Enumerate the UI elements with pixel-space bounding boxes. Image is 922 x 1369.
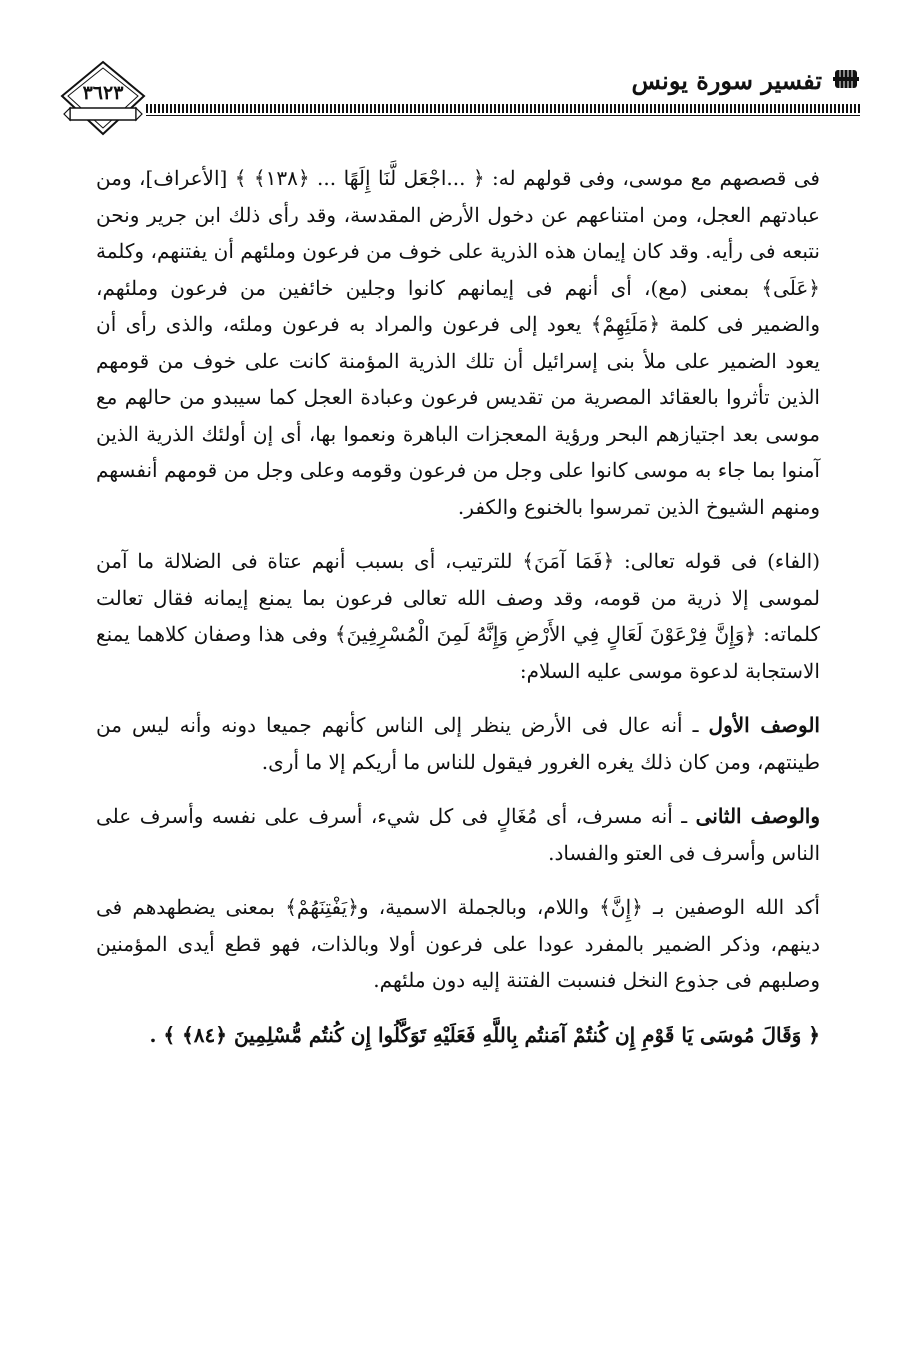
surah-title: تفسير سورة يونس: [631, 66, 822, 95]
book-ornament-icon: [832, 66, 860, 92]
second-description-text: ـ أنه مسرف، أى مُغَالٍ فى كل شيء، أسرف على نفسه وأسرف على الناس وأسرف فى العتو والفساد.: [96, 804, 820, 865]
first-description-heading: الوصف الأول: [708, 713, 820, 737]
page-content: [96, 160, 820, 1071]
paragraph-5: أكد الله الوصفين بـ ﴿إِنَّ﴾ واللام، وبالجملة الاسمية، و﴿يَفْتِنَهُمْ﴾ بمعنى يضطهدهم فى دينهم، وذكر الضمير بالمفرد عودا على فرعون أولا وبالذات، فهو قطع أيدى المؤمنين وصلبهم فى جذوع النخل فنسبت الفتنة إليه دون ملئهم.: [96, 895, 820, 992]
quran-verse-84: ﴿ وَقَالَ مُوسَى يَا قَوْمِ إِن كُنتُمْ آمَنتُم بِاللَّهِ فَعَلَيْهِ تَوَكَّلُوا إِن كُنتُم مُّسْلِمِينَ ﴿٨٤﴾ ﴾ .: [149, 1022, 820, 1047]
paragraph-4: [96, 798, 820, 871]
page-header: [60, 52, 860, 142]
paragraph-3: [96, 707, 820, 780]
paragraph-2: (الفاء) فى قوله تعالى: ﴿فَمَا آمَنَ﴾ للترتيب، أى بسبب أنهم عتاة فى الضلالة ما آمن لموسى إلا ذرية من قومه، وقد وصف الله تعالى فرعون بما يمنع إيمانه فقال تعالت كلماته: ﴿وَإِنَّ فِرْعَوْنَ لَعَالٍ فِي الأَرْضِ وَإِنَّهُ لَمِنَ الْمُسْرِفِينَ﴾ وفى هذا وصفان كلاهما يمنع الاستجابة لدعوة موسى عليه السلام:: [96, 549, 820, 683]
first-description-text: ـ أنه عال فى الأرض ينظر إلى الناس كأنهم جميعا دونه وأنه ليس من طينتهم، ومن كان ذلك يغره الغرور فيقول للناس ما أريكم إلا ما أرى.: [96, 713, 820, 774]
paragraph-1: فى قصصهم مع موسى، وفى قولهم له: ﴿ ...اجْعَل لَّنَا إِلَهًا ... ﴿١٣٨﴾ ﴾ [الأعراف]، ومن عبادتهم العجل، ومن امتناعهم عن دخول الأرض المقدسة، وقد رأى ذلك ابن جرير ونحن نتبعه فى رأيه. وقد كان إيمان هذه الذرية على خوف من فرعون وملئهم أن يفتنهم، وكلمة ﴿عَلَى﴾ بمعنى (مع)، أى أنهم فى إيمانهم كانوا وجلين خائفين من فرعون وملئهم، والضمير فى كلمة ﴿مَلَئِهِمْ﴾ يعود إلى فرعون والمراد به فرعون وملئه، والذى رأى أن يعود الضمير على ملأ بنى إسرائيل أن تلك الذرية المؤمنة كانت على خوف من قومهم الذين تأثروا بالعقائد المصرية من تقديس فرعون وعبادة العجل كما سيبدو من حالهم مع موسى بعد اجتيازهم البحر ورؤية المعجزات الباهرة ونعموا بها، أى إن أولئك الذرية الذين آمنوا بما جاء به موسى كانوا على وجل من فرعون وقومه وعلى وجل من قومهم أنفسهم ومنهم الشيوخ الذين تمرسوا بالخنوع والكفر.: [96, 166, 820, 519]
page-number-badge: [60, 60, 146, 136]
page-number: ٣٦٢٣: [82, 82, 124, 104]
header-rule: [146, 104, 860, 113]
header-rule-line: [146, 115, 860, 116]
second-description-heading: والوصف الثانى: [695, 804, 821, 828]
